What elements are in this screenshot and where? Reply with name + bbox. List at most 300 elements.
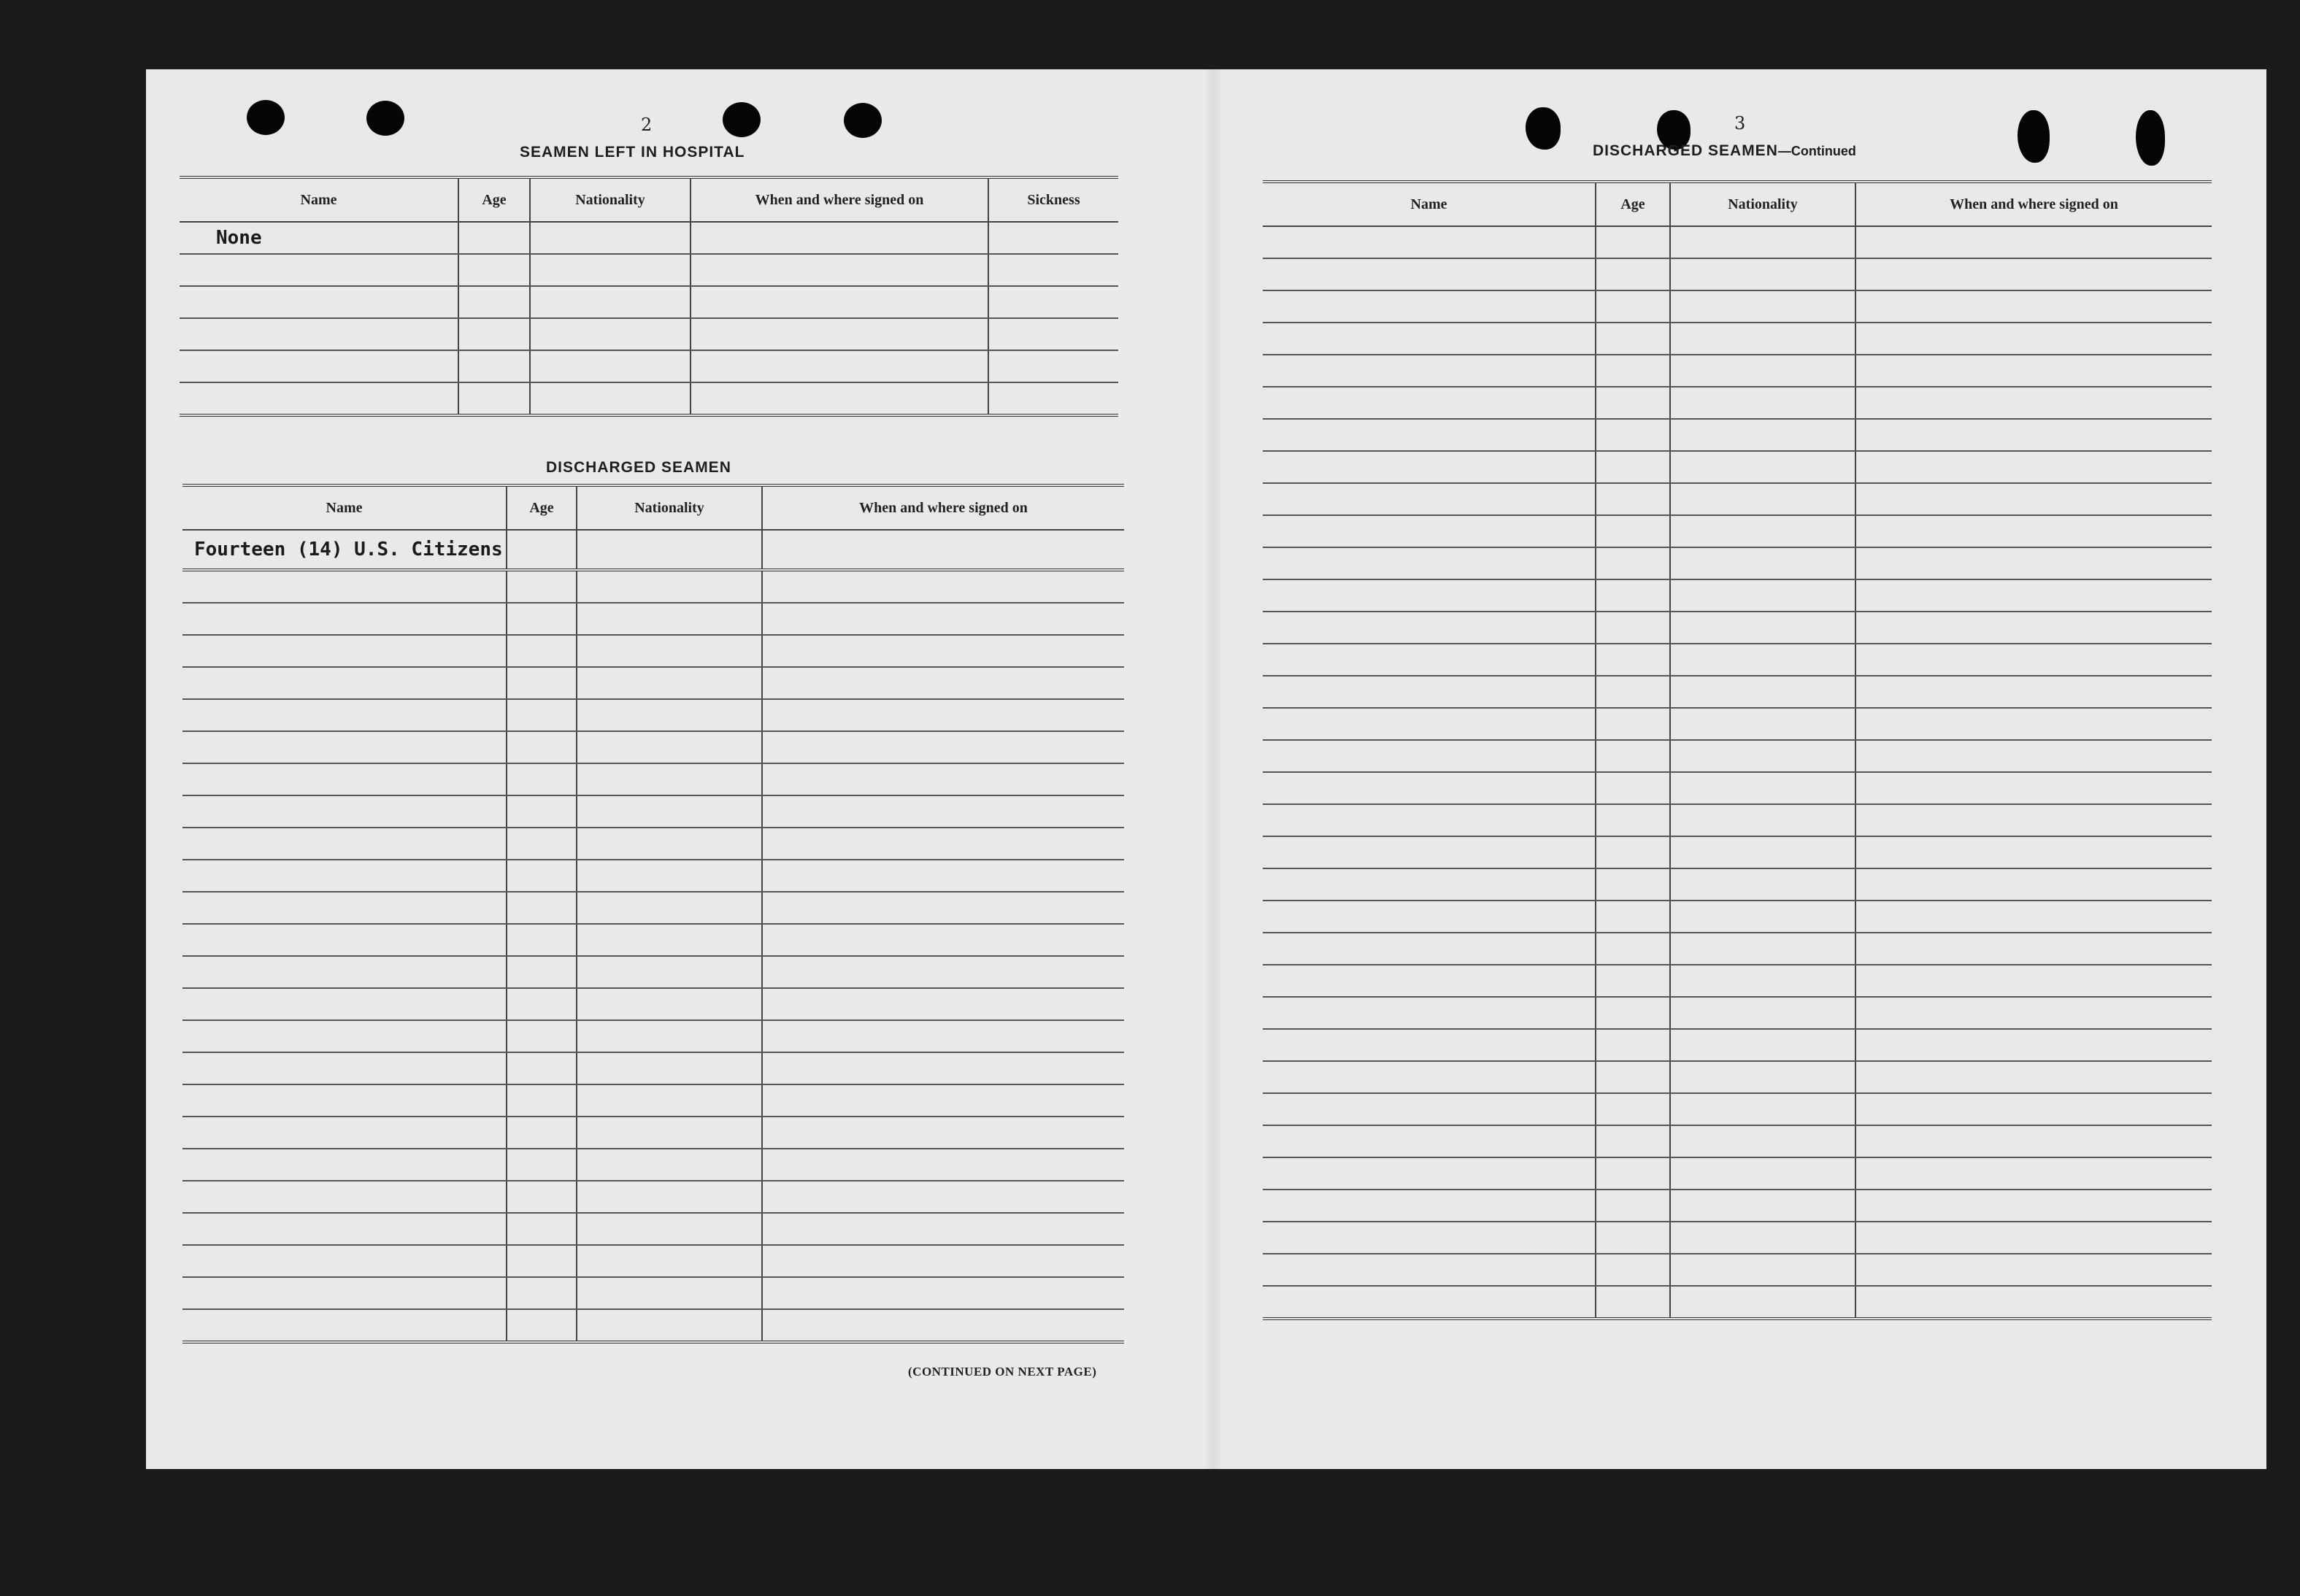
table-cell bbox=[1670, 547, 1855, 579]
table-cell bbox=[577, 1213, 762, 1245]
table-row bbox=[182, 988, 1124, 1020]
table-cell bbox=[1670, 1093, 1855, 1125]
table-row bbox=[1263, 868, 2212, 901]
table-body bbox=[182, 570, 1124, 1342]
table-cell bbox=[182, 1213, 507, 1245]
table-cell bbox=[1263, 644, 1596, 676]
table-cell bbox=[1855, 804, 2212, 836]
table-cell bbox=[1855, 323, 2212, 355]
table-cell bbox=[988, 350, 1118, 382]
table-cell bbox=[1670, 708, 1855, 740]
table-cell bbox=[507, 1277, 577, 1309]
table-row bbox=[182, 731, 1124, 763]
table-cell bbox=[1670, 1029, 1855, 1061]
table-cell bbox=[1596, 708, 1670, 740]
table-cell bbox=[507, 828, 577, 860]
table-cell bbox=[577, 570, 762, 603]
table-cell bbox=[182, 1052, 507, 1084]
table-row bbox=[182, 1084, 1124, 1117]
table-cell bbox=[1855, 1190, 2212, 1222]
table-cell bbox=[1670, 451, 1855, 483]
table-cell bbox=[762, 635, 1124, 667]
table-row bbox=[182, 570, 1124, 603]
table-cell bbox=[577, 860, 762, 892]
table-row bbox=[1263, 1222, 2212, 1254]
table-cell bbox=[577, 763, 762, 795]
table-cell bbox=[1263, 419, 1596, 451]
table-cell bbox=[507, 1084, 577, 1117]
table-row bbox=[182, 1117, 1124, 1149]
punch-hole bbox=[1526, 107, 1561, 150]
table-cell bbox=[762, 570, 1124, 603]
table-cell bbox=[1855, 965, 2212, 997]
table-row bbox=[180, 254, 1118, 286]
table-row bbox=[1263, 1157, 2212, 1190]
table-header-row bbox=[180, 177, 1118, 222]
table-cell bbox=[180, 350, 458, 382]
table-cell bbox=[1263, 740, 1596, 772]
table-cell bbox=[1855, 997, 2212, 1029]
table-cell bbox=[1596, 323, 1670, 355]
table-cell bbox=[1263, 708, 1596, 740]
table-cell bbox=[1263, 547, 1596, 579]
table-cell bbox=[1263, 1254, 1596, 1286]
table-cell bbox=[1596, 1061, 1670, 1093]
table-cell bbox=[1263, 1286, 1596, 1319]
table-cell bbox=[182, 1245, 507, 1277]
table-cell bbox=[1855, 258, 2212, 290]
table-cell bbox=[1855, 836, 2212, 868]
table-cell bbox=[1263, 965, 1596, 997]
table-row bbox=[1263, 547, 2212, 579]
table-cell bbox=[182, 1117, 507, 1149]
table-cell bbox=[1670, 1061, 1855, 1093]
table-cell bbox=[1855, 868, 2212, 901]
table-cell bbox=[1670, 1157, 1855, 1190]
table-cell bbox=[1263, 997, 1596, 1029]
table-cell bbox=[1670, 676, 1855, 708]
table-cell bbox=[458, 350, 530, 382]
table-cell bbox=[182, 860, 507, 892]
table-row bbox=[1263, 836, 2212, 868]
table-row bbox=[182, 892, 1124, 924]
table-row bbox=[182, 699, 1124, 731]
table-cell bbox=[762, 1020, 1124, 1052]
table-cell bbox=[577, 1277, 762, 1309]
table-row bbox=[182, 635, 1124, 667]
table-cell bbox=[1263, 290, 1596, 323]
table-cell bbox=[577, 924, 762, 956]
table-cell bbox=[182, 603, 507, 635]
table-cell bbox=[1263, 387, 1596, 419]
table-cell bbox=[1670, 1125, 1855, 1157]
table-cell bbox=[1855, 547, 2212, 579]
table-cell bbox=[1596, 1029, 1670, 1061]
table-cell bbox=[1596, 965, 1670, 997]
table-cell bbox=[1263, 1190, 1596, 1222]
table-cell bbox=[507, 699, 577, 731]
table-row bbox=[182, 763, 1124, 795]
table-cell bbox=[1670, 612, 1855, 644]
table-cell bbox=[1263, 868, 1596, 901]
table-cell bbox=[1670, 1190, 1855, 1222]
table-row bbox=[182, 1149, 1124, 1181]
table-cell bbox=[1670, 515, 1855, 547]
table-cell bbox=[577, 1149, 762, 1181]
punch-hole bbox=[2018, 110, 2050, 163]
table-row bbox=[1263, 1254, 2212, 1286]
table-cell bbox=[1596, 483, 1670, 515]
table-cell bbox=[577, 828, 762, 860]
table-row bbox=[182, 924, 1124, 956]
table-cell bbox=[1596, 772, 1670, 804]
table-cell bbox=[458, 222, 530, 254]
table-cell bbox=[1596, 901, 1670, 933]
table-cell bbox=[182, 988, 507, 1020]
table-cell bbox=[1855, 419, 2212, 451]
table-cell bbox=[507, 763, 577, 795]
continued-note: (CONTINUED ON NEXT PAGE) bbox=[908, 1365, 1097, 1379]
table-cell bbox=[182, 570, 507, 603]
table-cell bbox=[577, 956, 762, 988]
table-cell bbox=[507, 924, 577, 956]
table-cell bbox=[762, 892, 1124, 924]
table-cell bbox=[1855, 644, 2212, 676]
section-title bbox=[1593, 142, 1856, 160]
table-cell bbox=[577, 1309, 762, 1342]
table-cell bbox=[691, 254, 988, 286]
table-cell bbox=[507, 1213, 577, 1245]
table-cell bbox=[1596, 644, 1670, 676]
table-row bbox=[1263, 1286, 2212, 1319]
table-cell bbox=[577, 699, 762, 731]
punch-hole bbox=[2136, 110, 2165, 166]
table-cell bbox=[1670, 290, 1855, 323]
table-cell bbox=[1263, 676, 1596, 708]
column-header: Name bbox=[1263, 182, 1596, 226]
table-row bbox=[180, 382, 1118, 415]
table-cell bbox=[530, 350, 691, 382]
table-cell bbox=[507, 892, 577, 924]
table-cell bbox=[507, 1149, 577, 1181]
table-cell bbox=[507, 1117, 577, 1149]
discharged-table bbox=[182, 484, 1124, 1344]
table-cell bbox=[507, 795, 577, 828]
table-cell bbox=[182, 828, 507, 860]
table-cell bbox=[1670, 772, 1855, 804]
table-cell bbox=[988, 254, 1118, 286]
table-cell bbox=[1670, 804, 1855, 836]
table-cell bbox=[182, 956, 507, 988]
table-cell bbox=[1596, 419, 1670, 451]
table-row bbox=[1263, 1093, 2212, 1125]
table-cell bbox=[1263, 804, 1596, 836]
table-cell bbox=[762, 956, 1124, 988]
table-cell bbox=[1596, 836, 1670, 868]
table-cell bbox=[1596, 1254, 1670, 1286]
table-cell bbox=[1263, 1029, 1596, 1061]
table-cell bbox=[182, 1084, 507, 1117]
table-cell bbox=[1263, 1125, 1596, 1157]
section-title-suffix: —Continued bbox=[1777, 144, 1856, 158]
table-cell bbox=[180, 254, 458, 286]
table-cell bbox=[762, 603, 1124, 635]
table-header-row bbox=[1263, 182, 2212, 226]
table-cell bbox=[458, 254, 530, 286]
table-cell bbox=[1263, 515, 1596, 547]
table-cell bbox=[180, 318, 458, 350]
table-cell bbox=[691, 350, 988, 382]
table-cell bbox=[1855, 1254, 2212, 1286]
table-cell bbox=[530, 254, 691, 286]
table-cell bbox=[1670, 419, 1855, 451]
table-cell bbox=[1263, 836, 1596, 868]
table-cell bbox=[1855, 933, 2212, 965]
table-cell bbox=[507, 956, 577, 988]
table-row bbox=[182, 1020, 1124, 1052]
table-cell bbox=[1596, 1190, 1670, 1222]
table-cell bbox=[1263, 323, 1596, 355]
table-row bbox=[180, 318, 1118, 350]
table-cell bbox=[182, 1181, 507, 1213]
table-cell bbox=[1596, 740, 1670, 772]
table-cell bbox=[1670, 868, 1855, 901]
table-cell bbox=[1670, 644, 1855, 676]
table-row bbox=[1263, 1029, 2212, 1061]
table-cell bbox=[691, 222, 988, 254]
table-row bbox=[1263, 676, 2212, 708]
table-cell bbox=[988, 222, 1118, 254]
table-cell bbox=[1855, 901, 2212, 933]
table-cell bbox=[1855, 451, 2212, 483]
table-cell bbox=[1596, 804, 1670, 836]
table-row bbox=[182, 795, 1124, 828]
table-cell bbox=[180, 286, 458, 318]
table-cell bbox=[1670, 997, 1855, 1029]
table-cell bbox=[691, 382, 988, 415]
table-cell bbox=[458, 318, 530, 350]
table-cell bbox=[1596, 1286, 1670, 1319]
table-cell bbox=[577, 795, 762, 828]
table-row bbox=[182, 1052, 1124, 1084]
table-cell bbox=[1596, 997, 1670, 1029]
table-cell bbox=[762, 699, 1124, 731]
table-cell bbox=[1596, 1222, 1670, 1254]
page-number: 3 bbox=[1734, 113, 1746, 134]
table-cell bbox=[577, 603, 762, 635]
table-cell bbox=[1596, 387, 1670, 419]
table-cell bbox=[1263, 1157, 1596, 1190]
table-cell bbox=[182, 763, 507, 795]
table-cell bbox=[1263, 483, 1596, 515]
table-row bbox=[1263, 290, 2212, 323]
table-cell bbox=[182, 1277, 507, 1309]
table-cell bbox=[1855, 708, 2212, 740]
table-row bbox=[1263, 708, 2212, 740]
table-cell bbox=[762, 1213, 1124, 1245]
table-cell bbox=[762, 530, 1124, 570]
table-cell bbox=[762, 860, 1124, 892]
table-cell bbox=[1670, 1254, 1855, 1286]
table-cell bbox=[507, 530, 577, 570]
table-cell bbox=[507, 1020, 577, 1052]
table-cell bbox=[1855, 1222, 2212, 1254]
table-cell bbox=[507, 667, 577, 699]
table-row bbox=[182, 530, 1124, 570]
punch-hole bbox=[366, 101, 404, 136]
table-cell bbox=[1670, 740, 1855, 772]
table-cell bbox=[182, 667, 507, 699]
table-cell bbox=[1855, 483, 2212, 515]
table-row bbox=[1263, 355, 2212, 387]
table-cell bbox=[1596, 868, 1670, 901]
table-cell bbox=[1596, 1093, 1670, 1125]
table-cell bbox=[988, 382, 1118, 415]
table-row bbox=[180, 350, 1118, 382]
table-cell bbox=[530, 222, 691, 254]
table-row bbox=[1263, 1061, 2212, 1093]
table-row bbox=[1263, 387, 2212, 419]
table-row bbox=[1263, 901, 2212, 933]
table-row bbox=[1263, 612, 2212, 644]
table-cell bbox=[1596, 515, 1670, 547]
column-header: When and where signed on bbox=[762, 485, 1124, 530]
table-cell bbox=[507, 1309, 577, 1342]
table-cell bbox=[1263, 772, 1596, 804]
table-cell bbox=[691, 318, 988, 350]
table-row bbox=[1263, 258, 2212, 290]
table-cell bbox=[530, 286, 691, 318]
table-cell bbox=[1263, 226, 1596, 258]
table-header-row bbox=[182, 485, 1124, 530]
table-row bbox=[1263, 644, 2212, 676]
table-cell bbox=[1855, 515, 2212, 547]
table-row bbox=[1263, 997, 2212, 1029]
table-cell bbox=[182, 795, 507, 828]
page-fold bbox=[1204, 69, 1222, 1469]
table-cell bbox=[577, 731, 762, 763]
table-cell bbox=[1855, 740, 2212, 772]
column-header: Nationality bbox=[530, 177, 691, 222]
table-cell bbox=[1670, 933, 1855, 965]
table-cell bbox=[1263, 901, 1596, 933]
table-cell bbox=[762, 731, 1124, 763]
table-cell bbox=[1263, 258, 1596, 290]
table-cell bbox=[507, 1052, 577, 1084]
table-cell bbox=[762, 1181, 1124, 1213]
table-cell bbox=[1263, 612, 1596, 644]
table-cell bbox=[507, 603, 577, 635]
table-cell bbox=[691, 286, 988, 318]
table-cell bbox=[1670, 579, 1855, 612]
column-header: Age bbox=[1596, 182, 1670, 226]
table-cell bbox=[1596, 1125, 1670, 1157]
table-cell bbox=[1263, 355, 1596, 387]
table-cell bbox=[1855, 387, 2212, 419]
table-row bbox=[182, 1213, 1124, 1245]
table-cell bbox=[762, 828, 1124, 860]
table-cell bbox=[507, 570, 577, 603]
table-cell bbox=[458, 286, 530, 318]
table-cell bbox=[762, 924, 1124, 956]
table-cell bbox=[1855, 226, 2212, 258]
table-cell bbox=[182, 635, 507, 667]
table-row bbox=[182, 828, 1124, 860]
column-header: When and where signed on bbox=[691, 177, 988, 222]
table-row bbox=[1263, 804, 2212, 836]
table-cell bbox=[1596, 355, 1670, 387]
table-cell bbox=[1596, 547, 1670, 579]
table-row bbox=[182, 1245, 1124, 1277]
punch-hole bbox=[723, 102, 761, 137]
table-cell bbox=[1596, 258, 1670, 290]
table-cell bbox=[577, 1020, 762, 1052]
table-cell bbox=[577, 530, 762, 570]
table-cell bbox=[182, 1309, 507, 1342]
table-row bbox=[1263, 451, 2212, 483]
table-cell bbox=[507, 988, 577, 1020]
table-cell bbox=[1263, 933, 1596, 965]
table-cell bbox=[507, 1245, 577, 1277]
table-cell bbox=[1670, 355, 1855, 387]
table-row bbox=[1263, 515, 2212, 547]
table-cell bbox=[1670, 258, 1855, 290]
name-cell: None bbox=[180, 222, 458, 254]
table-cell bbox=[530, 382, 691, 415]
table-row bbox=[1263, 419, 2212, 451]
table-cell bbox=[577, 1117, 762, 1149]
table-row bbox=[1263, 579, 2212, 612]
table-cell bbox=[1670, 1286, 1855, 1319]
discharged-continued-table bbox=[1263, 180, 2212, 1320]
table-cell bbox=[577, 1245, 762, 1277]
table-cell bbox=[1855, 1061, 2212, 1093]
table-cell bbox=[1855, 1125, 2212, 1157]
table-cell bbox=[1670, 836, 1855, 868]
table-row bbox=[182, 667, 1124, 699]
table-cell bbox=[762, 763, 1124, 795]
table-cell bbox=[1670, 387, 1855, 419]
table-cell bbox=[182, 924, 507, 956]
table-cell bbox=[577, 667, 762, 699]
table-row bbox=[1263, 226, 2212, 258]
table-cell bbox=[577, 892, 762, 924]
table-cell bbox=[182, 1149, 507, 1181]
page-number: 2 bbox=[641, 115, 653, 135]
punch-hole bbox=[247, 100, 285, 135]
column-header: Sickness bbox=[988, 177, 1118, 222]
table-cell bbox=[762, 1277, 1124, 1309]
table-cell bbox=[1263, 1222, 1596, 1254]
column-header: Age bbox=[507, 485, 577, 530]
table-cell bbox=[762, 1149, 1124, 1181]
table-cell bbox=[1855, 290, 2212, 323]
table-row bbox=[182, 860, 1124, 892]
table-cell bbox=[182, 699, 507, 731]
table-row bbox=[1263, 933, 2212, 965]
table-cell bbox=[180, 382, 458, 415]
section-title: DISCHARGED SEAMEN bbox=[546, 459, 731, 476]
table-cell bbox=[1670, 226, 1855, 258]
table-cell bbox=[182, 1020, 507, 1052]
table-row bbox=[1263, 1125, 2212, 1157]
table-cell bbox=[577, 1052, 762, 1084]
table-cell bbox=[1855, 612, 2212, 644]
table-cell bbox=[1670, 901, 1855, 933]
table-cell bbox=[182, 892, 507, 924]
table-row bbox=[182, 1309, 1124, 1342]
table-cell bbox=[1596, 612, 1670, 644]
